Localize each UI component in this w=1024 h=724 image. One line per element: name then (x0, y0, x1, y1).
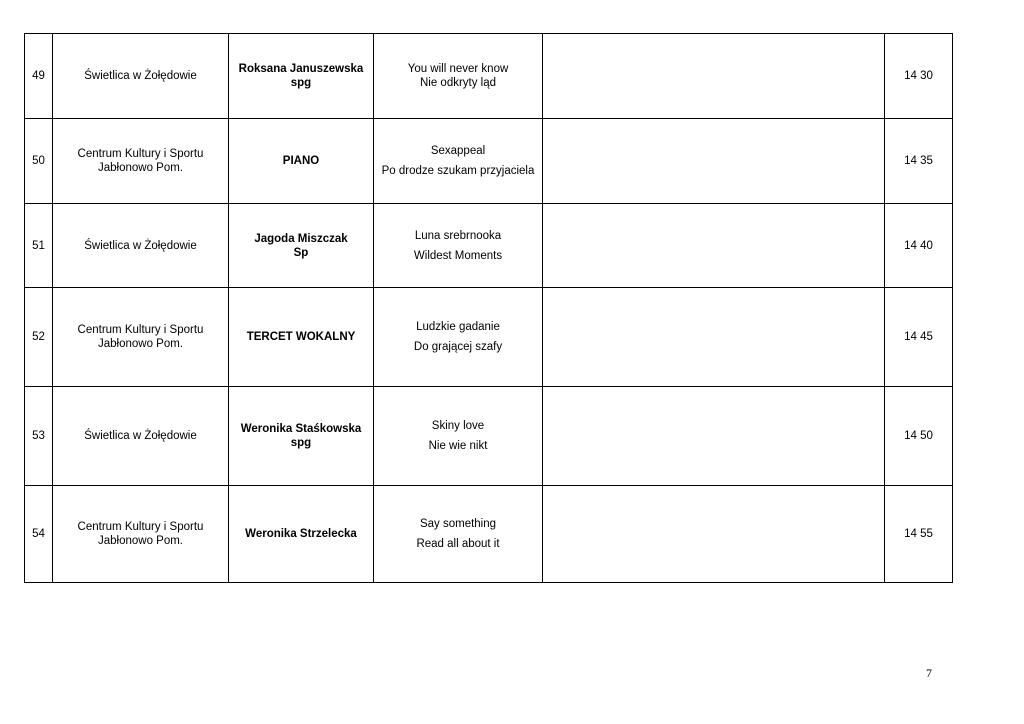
venue-line: Centrum Kultury i Sportu (77, 324, 204, 336)
venue-line: Jabłonowo Pom. (97, 162, 184, 174)
performer-category: spg (290, 437, 312, 449)
schedule-table (24, 33, 953, 583)
time-cell: 14 45 (885, 288, 953, 387)
venue-cell (53, 288, 229, 387)
table-row (25, 288, 953, 387)
performer-name: Roksana Januszewska (238, 63, 364, 75)
notes-cell (543, 204, 885, 288)
table-row (25, 486, 953, 583)
table-row (25, 34, 953, 119)
song-title: Nie odkryty ląd (419, 77, 497, 89)
row-number: 50 (25, 119, 53, 204)
venue-line: Jabłonowo Pom. (97, 535, 184, 547)
venue-line: Centrum Kultury i Sportu (77, 521, 204, 533)
song-title: Sexappeal (430, 145, 486, 157)
song-title: You will never know (407, 63, 509, 75)
table-row (25, 387, 953, 486)
row-number: 52 (25, 288, 53, 387)
page-number: 7 (926, 666, 932, 680)
venue-line: Świetlica w Żołędowie (84, 430, 197, 442)
venue-cell (53, 119, 229, 204)
notes-cell (543, 34, 885, 119)
songs-cell (374, 204, 543, 288)
time-cell: 14 55 (885, 486, 953, 583)
performer-name: Weronika Staśkowska (240, 423, 362, 435)
song-title: Say something (419, 518, 497, 530)
songs-cell (374, 34, 543, 119)
table-row (25, 119, 953, 204)
notes-cell (543, 387, 885, 486)
venue-cell (53, 34, 229, 119)
performer-cell (229, 119, 374, 204)
performer-name: Jagoda Miszczak (254, 232, 348, 245)
performer-name: TERCET WOKALNY (246, 331, 356, 343)
song-title: Read all about it (416, 538, 500, 550)
time-cell: 14 40 (885, 204, 953, 288)
song-title: Do grającej szafy (413, 341, 503, 353)
notes-cell (543, 288, 885, 387)
performer-name: PIANO (282, 155, 320, 167)
song-title: Wildest Moments (413, 249, 503, 262)
songs-cell (374, 486, 543, 583)
performer-cell (229, 387, 374, 486)
row-number: 49 (25, 34, 53, 119)
performer-cell (229, 486, 374, 583)
time-cell: 14 35 (885, 119, 953, 204)
song-title: Nie wie nikt (428, 440, 488, 452)
notes-cell (543, 119, 885, 204)
performer-name: Weronika Strzelecka (245, 528, 357, 540)
row-number: 51 (25, 204, 53, 288)
performer-category: spg (290, 77, 312, 89)
song-title: Luna srebrnooka (414, 229, 502, 242)
performer-cell (229, 34, 374, 119)
performer-category: Sp (293, 246, 309, 259)
venue-cell (53, 387, 229, 486)
song-title: Skiny love (431, 420, 485, 432)
venue-cell (53, 204, 229, 288)
venue-line: Jabłonowo Pom. (97, 338, 184, 350)
row-number: 54 (25, 486, 53, 583)
venue-cell (53, 486, 229, 583)
song-title: Ludzkie gadanie (416, 321, 500, 333)
venue-line: Świetlica w Żołędowie (84, 70, 197, 82)
song-title: Po drodze szukam przyjaciela (381, 165, 535, 177)
songs-cell (374, 119, 543, 204)
row-number: 53 (25, 387, 53, 486)
performer-cell (229, 204, 374, 288)
venue-line: Centrum Kultury i Sportu (77, 148, 204, 160)
songs-cell (374, 288, 543, 387)
performer-cell (229, 288, 374, 387)
table-row (25, 204, 953, 288)
time-cell: 14 30 (885, 34, 953, 119)
time-cell: 14 50 (885, 387, 953, 486)
venue-line: Świetlica w Żołędowie (84, 239, 197, 252)
songs-cell (374, 387, 543, 486)
notes-cell (543, 486, 885, 583)
